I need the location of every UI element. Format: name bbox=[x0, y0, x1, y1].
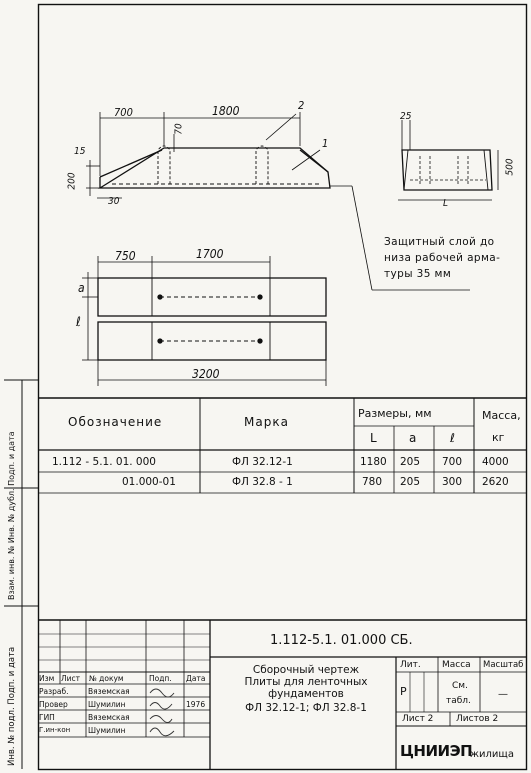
mass-value-2: табл. bbox=[446, 696, 471, 706]
hdr-mass: Масса, bbox=[482, 409, 521, 422]
margin-label-dubl: Взам. инв. № Инв. № дубл. Подп. и дата bbox=[7, 431, 16, 600]
row1-mark: ФЛ 32.12-1 bbox=[232, 456, 293, 468]
col-podp: Подп. bbox=[149, 674, 172, 683]
dim-700: 700 bbox=[114, 106, 133, 119]
dim-200: 200 bbox=[66, 172, 78, 190]
lit-value: Р bbox=[400, 685, 407, 698]
scale-value: — bbox=[498, 689, 508, 700]
doc-title bbox=[218, 664, 394, 714]
row2-mass: 2620 bbox=[482, 476, 509, 488]
role-prover: Провер bbox=[39, 700, 68, 709]
protective-layer-note bbox=[384, 234, 500, 282]
callout-1: 1 bbox=[322, 137, 329, 150]
note-line: низа рабочей арма- bbox=[384, 252, 501, 264]
dim-15: 15 bbox=[74, 146, 86, 157]
row1-L: 1180 bbox=[360, 456, 387, 468]
row1-designation: 1.112 - 5.1. 01. 000 bbox=[52, 456, 156, 468]
org-name: жилища bbox=[470, 749, 514, 760]
row1-a: 205 bbox=[400, 456, 421, 468]
row1-l: 700 bbox=[442, 456, 463, 468]
margin-label-original: Инв. № подл. Подп. и дата bbox=[7, 646, 17, 766]
name-razrab: Вяземская bbox=[88, 687, 130, 696]
dim-1800: 1800 bbox=[212, 104, 240, 118]
title-line: Сборочный чертеж bbox=[252, 664, 360, 676]
col-izm: Изм bbox=[39, 674, 55, 683]
row2-l: 300 bbox=[442, 476, 463, 488]
name-prover: Шумилин bbox=[88, 700, 126, 709]
role-gin-kon: Г.ин-кон bbox=[39, 726, 71, 734]
mass-label: Масса bbox=[442, 660, 471, 670]
col-data: Дата bbox=[186, 674, 206, 683]
name-gin-kon: Шумилин bbox=[88, 726, 126, 735]
row2-designation: 01.000-01 bbox=[122, 476, 176, 488]
hdr-mark: Марка bbox=[244, 415, 289, 429]
note-line: Защитный слой до bbox=[384, 236, 495, 248]
sheet-frame bbox=[39, 5, 527, 770]
title-line: ФЛ 32.12-1; ФЛ 32.8-1 bbox=[245, 702, 367, 714]
dim-500: 500 bbox=[504, 158, 516, 176]
row1-mass: 4000 bbox=[482, 456, 509, 468]
note-line: туры 35 мм bbox=[384, 268, 452, 280]
dim-L: L bbox=[443, 198, 449, 209]
org-logo: ЦНИИЭП bbox=[400, 742, 473, 760]
sheet-count: Листов 2 bbox=[456, 714, 499, 724]
date-prover: 1976 bbox=[186, 700, 206, 709]
col-ndok: № докум bbox=[89, 674, 124, 683]
role-razrab: Разраб. bbox=[39, 687, 69, 696]
hdr-sizes: Размеры, мм bbox=[358, 407, 432, 420]
dim-70: 70 bbox=[173, 123, 185, 135]
role-gip: ГИП bbox=[39, 713, 55, 722]
dim-l: ℓ bbox=[76, 315, 81, 330]
dim-1700: 1700 bbox=[196, 247, 224, 261]
dim-3200: 3200 bbox=[192, 367, 220, 381]
title-line: Плиты для ленточных bbox=[244, 676, 368, 688]
lit-label: Лит. bbox=[400, 660, 421, 670]
callout-2: 2 bbox=[298, 99, 305, 112]
hdr-designation: Обозначение bbox=[68, 415, 163, 429]
sheet-number: Лист 2 bbox=[402, 714, 434, 724]
dim-a: a bbox=[78, 281, 85, 295]
row2-L: 780 bbox=[362, 476, 383, 488]
dim-30: 30 bbox=[108, 196, 120, 207]
hdr-L: L bbox=[370, 431, 377, 445]
doc-code: 1.112-5.1. 01.000 СБ. bbox=[270, 633, 413, 648]
dim-750: 750 bbox=[115, 249, 136, 263]
hdr-a: a bbox=[409, 431, 417, 445]
side-view bbox=[86, 112, 352, 198]
dim-25: 25 bbox=[400, 111, 412, 122]
col-list: Лист bbox=[61, 674, 81, 683]
hdr-mass-unit: кг bbox=[492, 431, 505, 444]
name-gip: Вяземская bbox=[88, 713, 130, 722]
hdr-l: ℓ bbox=[450, 431, 455, 445]
row2-mark: ФЛ 32.8 - 1 bbox=[232, 476, 293, 488]
scale-label: Масштаб bbox=[483, 660, 524, 670]
mass-value-1: См. bbox=[452, 681, 468, 691]
row2-a: 205 bbox=[400, 476, 421, 488]
title-line: фундаментов bbox=[268, 688, 344, 700]
